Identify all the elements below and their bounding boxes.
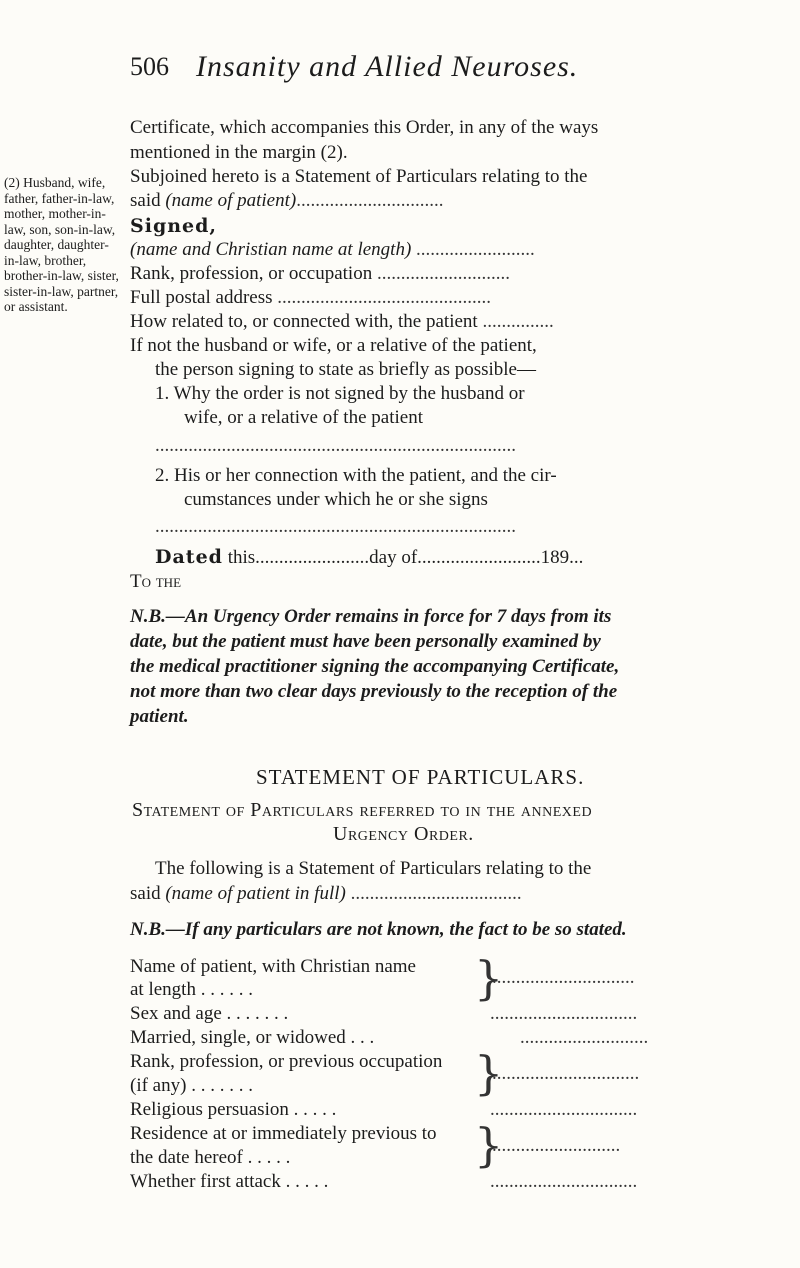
rank-label: Rank, profession, or occupation: [130, 263, 373, 284]
row-residence-label-2: the date hereof . . . . .: [130, 1147, 291, 1168]
name-of-patient-label: (name of patient): [165, 190, 297, 211]
related-dots: ...............: [482, 311, 554, 332]
to-the-label: To the: [130, 571, 182, 592]
rank-dots: ............................: [376, 263, 510, 284]
if-not-line-2: the person signing to state as briefly as possible—: [155, 359, 536, 380]
row-residence-label-1: Residence at or immediately previous to: [130, 1123, 437, 1144]
statement-title: STATEMENT OF PARTICULARS.: [256, 765, 585, 789]
row-residence-dots: ...........................: [492, 1135, 621, 1156]
if-not-line-1: If not the husband or wife, or a relative of the patient,: [130, 335, 537, 356]
margin-note: (2) Husband, wife, father, father-in-law, mother, mother-in-law, son, son-in-law, daughter, daughter-in-law, brother, brother-in-law, sister, sister-in-law, partner, or assistant.: [4, 175, 119, 314]
row-sex-dots: ...............................: [490, 1003, 638, 1024]
name-of-patient-dots: ...............................: [296, 190, 444, 211]
question-2-dots: ............................................................................: [155, 516, 516, 537]
row-attack-label: Whether first attack . . . . .: [130, 1171, 329, 1192]
row-name-label-1: Name of patient, with Christian name: [130, 956, 416, 977]
nb-line-1: N.B.—An Urgency Order remains in force for 7 days from its: [130, 606, 612, 627]
row-religion-label: Religious persuasion . . . . .: [130, 1099, 337, 1120]
address-label: Full postal address: [130, 287, 273, 308]
nb-line-3: the medical practitioner signing the accompanying Certificate,: [130, 656, 620, 677]
name-in-full-dots: ....................................: [350, 883, 522, 904]
row-name-dots: ..............................: [492, 967, 635, 988]
order-line-4: [130, 189, 443, 213]
question-1-line-2: wife, or a relative of the patient: [184, 407, 423, 428]
order-line-3: Subjoined hereto is a Statement of Particulars relating to the: [130, 166, 588, 187]
brace: }: [474, 1118, 504, 1172]
signed-label: Signed,: [130, 215, 218, 237]
name-dots: .........................: [416, 239, 535, 260]
brace: }: [474, 1046, 504, 1100]
question-1-dots: ............................................................................: [155, 435, 516, 456]
dated-line: [155, 545, 583, 570]
question-1-line-1: 1. Why the order is not signed by the husband or: [155, 383, 525, 404]
said-label: said: [130, 190, 166, 211]
statement-intro-2: said (name of patient in full) ....................................: [130, 883, 522, 904]
related-line: [130, 310, 554, 334]
row-rank-label-1: Rank, profession, or previous occupation: [130, 1051, 443, 1072]
statement-subtitle-1: Statement of Particulars referred to in the annexed: [132, 799, 593, 821]
row-married-label: Married, single, or widowed . . .: [130, 1027, 375, 1048]
running-title: Insanity and Allied Neuroses.: [196, 50, 579, 83]
related-label: How related to, or connected with, the patient: [130, 311, 478, 332]
rank-line: [130, 262, 510, 286]
nb-line-2: date, but the patient must have been personally examined by: [130, 631, 601, 652]
question-2-line-1: 2. His or her connection with the patient, and the cir-: [155, 465, 557, 486]
name-in-full-label: (name of patient in full): [165, 883, 346, 904]
statement-nb: N.B.—If any particulars are not known, the fact to be so stated.: [130, 919, 627, 940]
row-rank-label-2: (if any) . . . . . . .: [130, 1075, 253, 1096]
row-rank-dots: ...............................: [492, 1063, 640, 1084]
order-line-1: Certificate, which accompanies this Order, in any of the ways: [130, 117, 599, 138]
row-sex-label: Sex and age . . . . . . .: [130, 1003, 289, 1024]
row-name-label-2: at length . . . . . .: [130, 979, 253, 1000]
name-line: [130, 238, 535, 262]
dated-rest: this........................day of..........................189...: [222, 547, 584, 568]
address-dots: .............................................: [277, 287, 491, 308]
row-attack-dots: ...............................: [490, 1171, 638, 1192]
address-line: [130, 286, 491, 310]
order-line-2: mentioned in the margin (2).: [130, 142, 348, 163]
dated-label: Dated: [155, 546, 223, 568]
statement-subtitle-2: Urgency Order.: [333, 823, 474, 845]
nb-line-4: not more than two clear days previously to the reception of the: [130, 681, 618, 702]
row-religion-dots: ...............................: [490, 1099, 638, 1120]
nb-line-5: patient.: [130, 706, 189, 727]
question-2-line-2: cumstances under which he or she signs: [184, 489, 488, 510]
name-label: (name and Christian name at length): [130, 239, 412, 260]
statement-intro-1: The following is a Statement of Particulars relating to the: [155, 858, 592, 879]
page-number: 506: [130, 52, 169, 81]
brace: }: [474, 951, 504, 1005]
row-married-dots: ...........................: [520, 1027, 649, 1048]
